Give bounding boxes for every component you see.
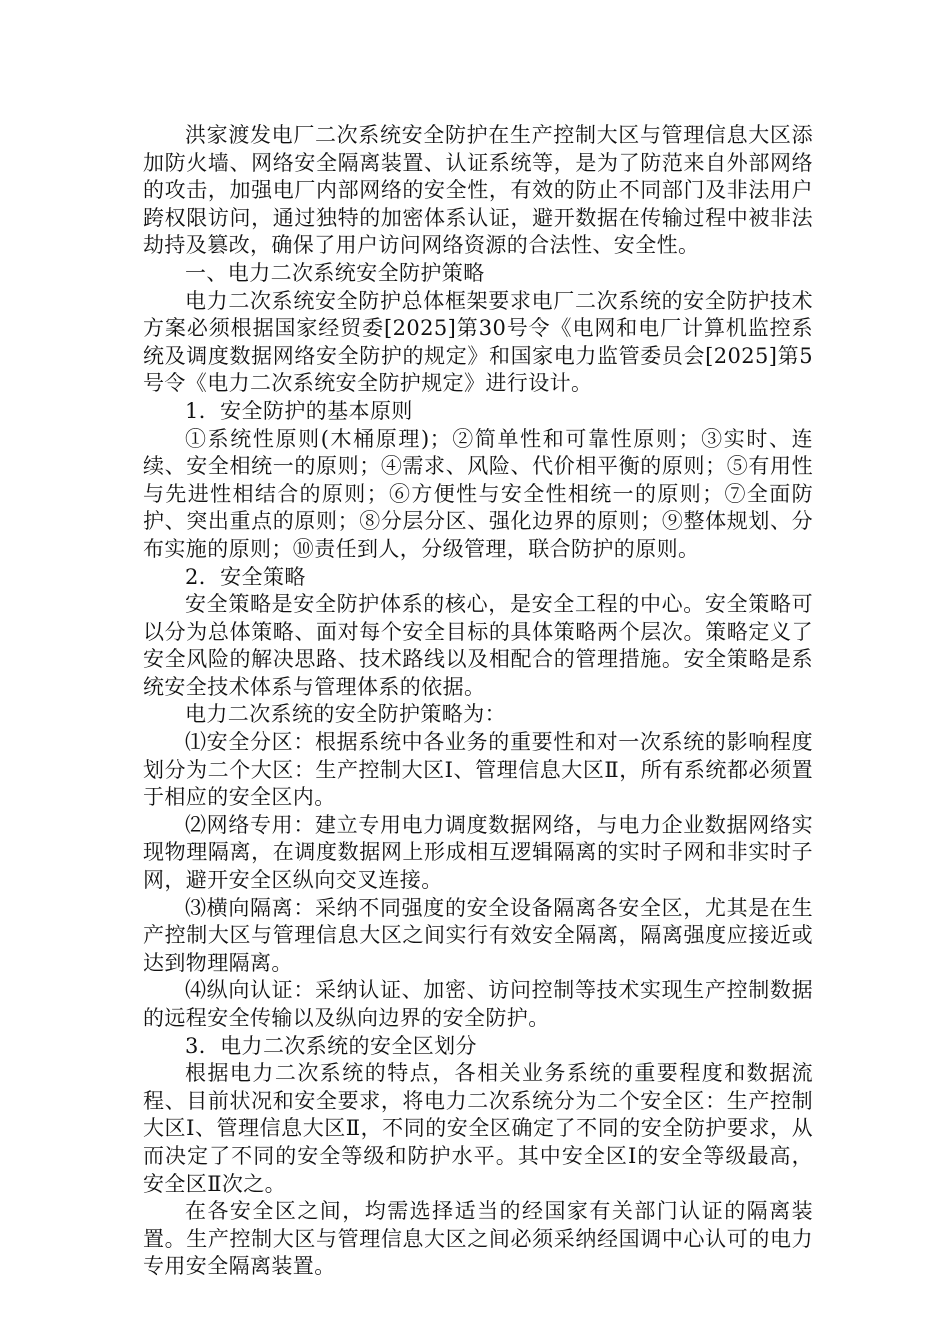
framework-paragraph: 电力二次系统安全防护总体框架要求电厂二次系统的安全防护技术方案必须根据国家经贸委[2025]第30号令《电网和电厂计算机监控系统及调度数据网络安全防护的规定》和国家电力监管委员会[2025]第5号令《电力二次系统安全防护规定》进行设计。 [143, 288, 813, 396]
isolation-device-paragraph: 在各安全区之间，均需选择适当的经国家有关部门认证的隔离装置。生产控制大区与管理信息大区之间必须采纳经国调中心认可的电力专用安全隔离装置。 [143, 1199, 813, 1279]
section-heading-strategy: 一、电力二次系统安全防护策略 [185, 260, 485, 285]
strategy-intro-line: 电力二次系统的安全防护策略为： [185, 702, 506, 727]
strategy-item-vertical-authentication: ⑷纵向认证：采纳认证、加密、访问控制等技术实现生产控制数据的远程安全传输以及纵向边界的安全防护。 [143, 978, 813, 1030]
document-body [143, 122, 813, 1281]
subheading-basic-principles: 1．安全防护的基本原则 [185, 398, 413, 423]
subheading-zone-division: 3．电力二次系统的安全区划分 [185, 1033, 477, 1058]
subheading-security-strategy: 2．安全策略 [185, 564, 306, 589]
zone-division-paragraph: 根据电力二次系统的特点，各相关业务系统的重要程度和数据流程、目前状况和安全要求，将电力二次系统分为二个安全区：生产控制大区Ⅰ、管理信息大区Ⅱ，不同的安全区确定了不同的安全防护要求，从而决定了不同的安全等级和防护水平。其中安全区Ⅰ的安全等级最高，安全区Ⅱ次之。 [143, 1061, 813, 1196]
strategy-item-horizontal-isolation: ⑶横向隔离：采纳不同强度的安全设备隔离各安全区，尤其是在生产控制大区与管理信息大区之间实行有效安全隔离，隔离强度应接近或达到物理隔离。 [143, 895, 813, 975]
strategy-item-dedicated-network: ⑵网络专用：建立专用电力调度数据网络，与电力企业数据网络实现物理隔离，在调度数据网上形成相互逻辑隔离的实时子网和非实时子网，避开安全区纵向交叉连接。 [143, 812, 813, 893]
principles-paragraph: ①系统性原则(木桶原理)；②简单性和可靠性原则；③实时、连续、安全相统一的原则；④需求、风险、代价相平衡的原则；⑤有用性与先进性相结合的原则；⑥方便性与安全性相统一的原则；⑦全面防护、突出重点的原则；⑧分层分区、强化边界的原则；⑨整体规划、分布实施的原则；⑩责任到人，分级管理，联合防护的原则。 [143, 426, 813, 561]
strategy-paragraph: 安全策略是安全防护体系的核心，是安全工程的中心。安全策略可以分为总体策略、面对每个安全目标的具体策略两个层次。策略定义了安全风险的解决思路、技术路线以及相配合的管理措施。安全策略是系统安全技术体系与管理体系的依据。 [143, 592, 813, 699]
strategy-item-zoning: ⑴安全分区：根据系统中各业务的重要性和对一次系统的影响程度划分为二个大区：生产控制大区Ⅰ、管理信息大区Ⅱ，所有系统都必须置于相应的安全区内。 [143, 730, 813, 810]
intro-paragraph: 洪家渡发电厂二次系统安全防护在生产控制大区与管理信息大区添加防火墙、网络安全隔离装置、认证系统等，是为了防范来自外部网络的攻击，加强电厂内部网络的安全性，有效的防止不同部门及非法用户跨权限访问，通过独特的加密体系认证，避开数据在传输过程中被非法劫持及篡改，确保了用户访问网络资源的合法性、安全性。 [143, 123, 813, 258]
